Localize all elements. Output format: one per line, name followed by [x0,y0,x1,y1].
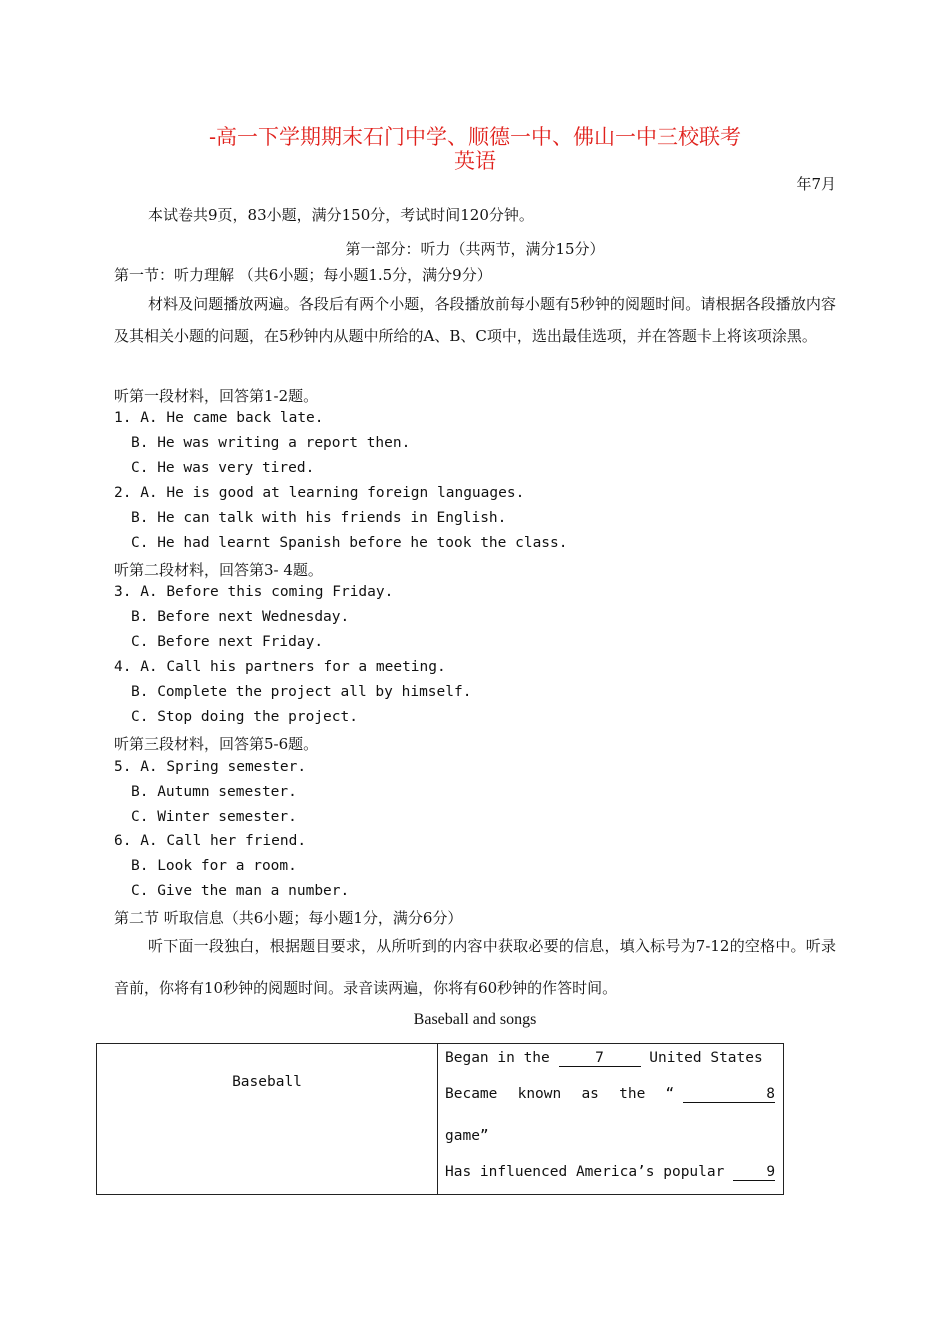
q3-option-b: B. Before next Wednesday. [131,609,350,625]
exam-intro: 本试卷共9页，83小题，满分150分，考试时间120分钟。 [148,206,534,224]
q4-option-a: 4. A. Call his partners for a meeting. [114,659,446,675]
blank-8[interactable] [683,1087,775,1103]
blank-7-number: 7 [595,1050,604,1066]
row2-word-4: the [619,1086,646,1102]
q6-option-a: 6. A. Call her friend. [114,833,307,849]
blank-9-number: 9 [766,1164,776,1180]
row3-prefix: Has influenced America’s popular [445,1164,725,1180]
section1-heading: 第一节：听力理解 （共6小题；每小题1.5分，满分9分） [114,266,492,284]
section2-instructions: 听下面一段独白，根据题目要求，从所听到的内容中获取必要的信息，填入标号为7-12的空格中。听录音前，你将有10秒钟的阅题时间。录音读两遍，你将有60秒钟的作答时间。 [114,937,836,997]
q4-option-b: B. Complete the project all by himself. [131,684,472,700]
exam-subject: 英语 [454,149,496,173]
q3-option-c: C. Before next Friday. [131,634,324,650]
q2-option-b: B. He can talk with his friends in English. [131,510,507,526]
part1-heading: 第一部分：听力（共两节，满分15分） [345,240,605,258]
passage3-label: 听第三段材料，回答第5-6题。 [114,735,319,753]
row2-word-1: Became [445,1086,498,1102]
row1-prefix: Began in the [445,1050,550,1066]
q4-option-c: C. Stop doing the project. [131,709,358,725]
table-row-2 [445,1086,775,1103]
exam-date: 年7月 [796,175,836,193]
row2-open-quote: “ [665,1086,675,1102]
info-table [96,1043,784,1195]
q5-option-c: C. Winter semester. [131,809,297,825]
row2-word-3: as [581,1086,599,1102]
table-left-cell [97,1044,438,1194]
row1-suffix: United States [649,1050,763,1066]
q6-option-c: C. Give the man a number. [131,883,350,899]
passage1-label: 听第一段材料，回答第1-2题。 [114,387,319,405]
q3-option-a: 3. A. Before this coming Friday. [114,584,394,600]
q2-option-c: C. He had learnt Spanish before he took the class. [131,535,568,551]
blank-9[interactable] [733,1165,775,1181]
q2-option-a: 2. A. He is good at learning foreign languages. [114,485,525,501]
passage2-label: 听第二段材料，回答第3- 4题。 [114,561,323,579]
table-left-label: Baseball [232,1074,302,1090]
section1-instructions: 材料及问题播放两遍。各段后有两个小题，各段播放前每小题有5秒钟的阅题时间。请根据各段播放内容及其相关小题的问题，在5秒钟内从题中所给的A、B、C项中，选出最佳选项，并在答题卡上将该项涂黑。 [114,295,836,345]
section2-heading: 第二节 听取信息（共6小题；每小题1分，满分6分） [114,909,463,927]
exam-title: -高一下学期期末石门中学、顺德一中、佛山一中三校联考 [208,125,742,149]
table-title: Baseball and songs [413,1011,537,1028]
q1-option-b: B. He was writing a report then. [131,435,411,451]
table-row-1 [445,1050,775,1067]
q1-option-a: 1. A. He came back late. [114,410,324,426]
q1-option-c: C. He was very tired. [131,460,315,476]
row2-continuation: game” [445,1128,489,1144]
row2-word-2: known [517,1086,562,1102]
q5-option-b: B. Autumn semester. [131,784,297,800]
q6-option-b: B. Look for a room. [131,858,297,874]
blank-7[interactable] [559,1051,641,1067]
table-row-3 [445,1164,775,1181]
q5-option-a: 5. A. Spring semester. [114,759,307,775]
blank-8-number: 8 [766,1086,775,1102]
